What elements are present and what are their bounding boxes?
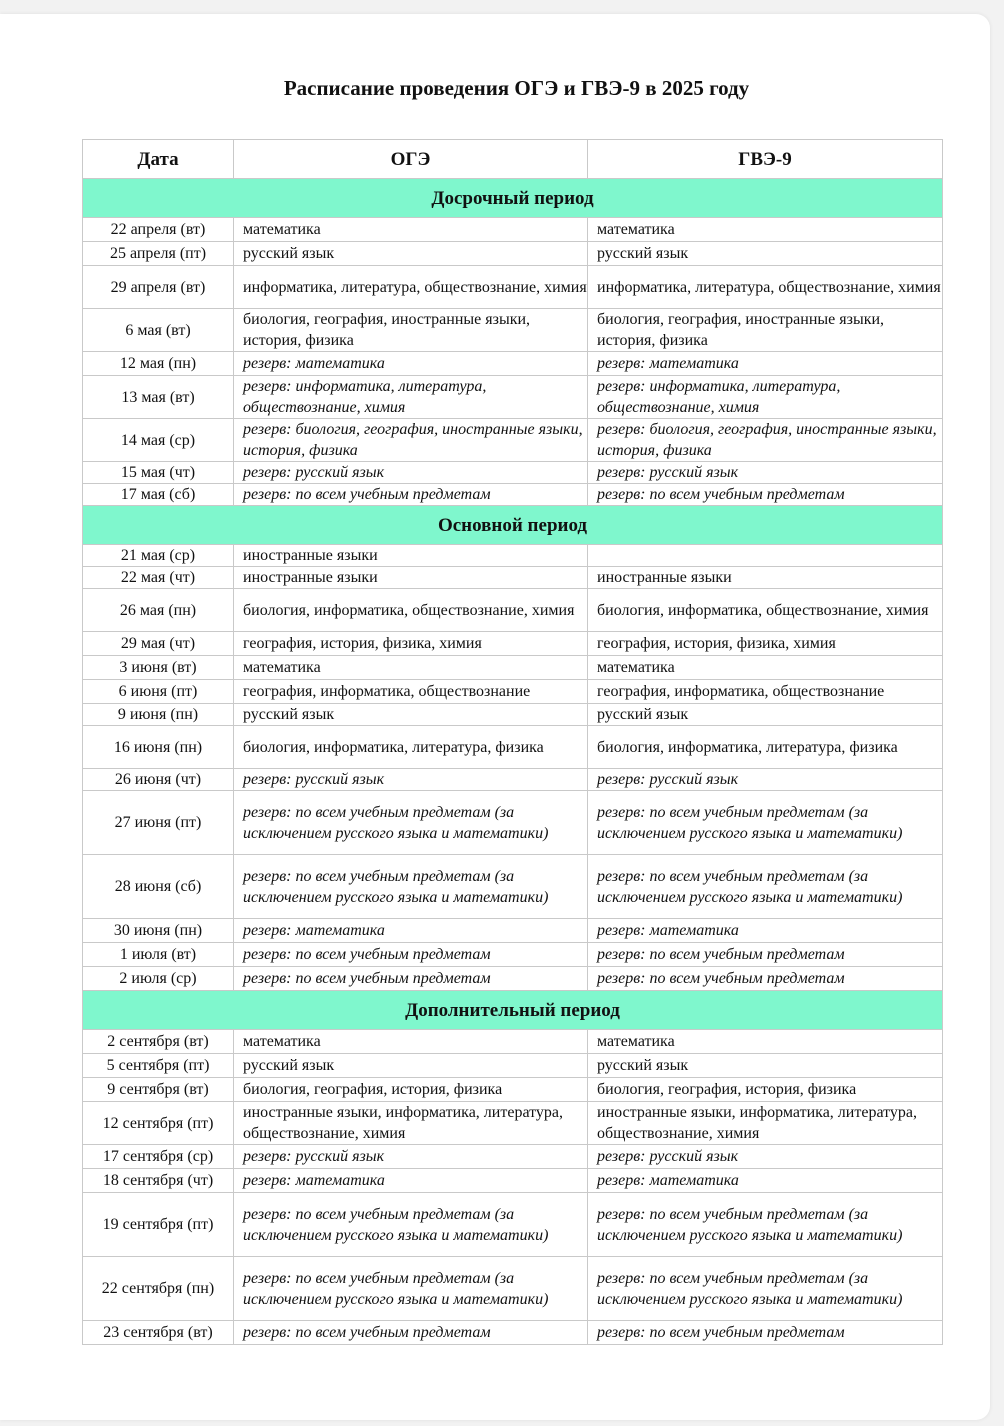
gve-cell: биология, география, иностранные языки, история, физика xyxy=(588,309,943,352)
table-row xyxy=(83,1193,943,1257)
date-cell: 29 мая (чт) xyxy=(83,632,234,656)
table-row xyxy=(83,943,943,967)
oge-cell: биология, информатика, обществознание, химия xyxy=(234,589,588,632)
oge-cell: биология, информатика, литература, физика xyxy=(234,726,588,769)
gve-cell: резерв: математика xyxy=(588,1169,943,1193)
table-row xyxy=(83,967,943,991)
oge-cell: резерв: по всем учебным предметам xyxy=(234,1321,588,1345)
oge-cell: резерв: биология, география, иностранные языки, история, физика xyxy=(234,419,588,462)
table-row xyxy=(83,632,943,656)
oge-cell: география, история, физика, химия xyxy=(234,632,588,656)
date-cell: 26 мая (пн) xyxy=(83,589,234,632)
page-title: Расписание проведения ОГЭ и ГВЭ-9 в 2025 году xyxy=(283,76,750,100)
date-cell: 6 июня (пт) xyxy=(83,680,234,704)
schedule-table xyxy=(82,139,943,1345)
table-row xyxy=(83,419,943,462)
gve-cell: резерв: по всем учебным предметам xyxy=(588,484,943,506)
date-cell: 9 июня (пн) xyxy=(83,704,234,726)
gve-cell: математика xyxy=(588,1030,943,1054)
table-row xyxy=(83,855,943,919)
oge-cell: резерв: по всем учебным предметам xyxy=(234,943,588,967)
date-cell: 6 мая (вт) xyxy=(83,309,234,352)
date-cell: 14 мая (ср) xyxy=(83,419,234,462)
gve-cell: резерв: по всем учебным предметам (за исключением русского языка и математики) xyxy=(588,1257,943,1321)
oge-cell: информатика, литература, обществознание, химия xyxy=(234,266,588,309)
oge-cell: биология, география, история, физика xyxy=(234,1078,588,1102)
oge-cell: резерв: математика xyxy=(234,1169,588,1193)
table-row xyxy=(83,376,943,419)
schedule-body xyxy=(83,179,943,1345)
date-cell: 18 сентября (чт) xyxy=(83,1169,234,1193)
gve-cell: русский язык xyxy=(588,1054,943,1078)
date-cell: 17 сентября (ср) xyxy=(83,1145,234,1169)
oge-cell: биология, география, иностранные языки, история, физика xyxy=(234,309,588,352)
oge-cell: русский язык xyxy=(234,704,588,726)
oge-cell: резерв: по всем учебным предметам (за исключением русского языка и математики) xyxy=(234,1257,588,1321)
oge-cell: русский язык xyxy=(234,1054,588,1078)
gve-cell: биология, информатика, литература, физика xyxy=(588,726,943,769)
gve-cell: резерв: биология, география, иностранные языки, история, физика xyxy=(588,419,943,462)
gve-cell: резерв: русский язык xyxy=(588,462,943,484)
date-cell: 5 сентября (пт) xyxy=(83,1054,234,1078)
table-row xyxy=(83,1054,943,1078)
date-cell: 12 сентября (пт) xyxy=(83,1102,234,1145)
gve-cell: резерв: русский язык xyxy=(588,1145,943,1169)
date-cell: 1 июля (вт) xyxy=(83,943,234,967)
oge-cell: иностранные языки xyxy=(234,567,588,589)
table-row xyxy=(83,1257,943,1321)
gve-cell: иностранные языки, информатика, литература, обществознание, химия xyxy=(588,1102,943,1145)
gve-cell: резерв: информатика, литература, обществознание, химия xyxy=(588,376,943,419)
oge-cell: иностранные языки xyxy=(234,545,588,567)
oge-cell: русский язык xyxy=(234,242,588,266)
table-row xyxy=(83,352,943,376)
gve-cell: математика xyxy=(588,218,943,242)
header-gve: ГВЭ-9 xyxy=(588,140,943,179)
date-cell: 21 мая (ср) xyxy=(83,545,234,567)
gve-cell: география, информатика, обществознание xyxy=(588,680,943,704)
date-cell: 2 сентября (вт) xyxy=(83,1030,234,1054)
table-row xyxy=(83,656,943,680)
table-row xyxy=(83,218,943,242)
table-row xyxy=(83,545,943,567)
period-title: Основной период xyxy=(83,506,943,545)
table-row xyxy=(83,1321,943,1345)
table-row xyxy=(83,266,943,309)
period-title: Досрочный период xyxy=(83,179,943,218)
period-header-row xyxy=(83,179,943,218)
gve-cell: резерв: по всем учебным предметам (за исключением русского языка и математики) xyxy=(588,791,943,855)
table-row xyxy=(83,726,943,769)
period-header-row xyxy=(83,506,943,545)
table-row xyxy=(83,769,943,791)
date-cell: 3 июня (вт) xyxy=(83,656,234,680)
gve-cell: резерв: по всем учебным предметам xyxy=(588,967,943,991)
gve-cell: резерв: математика xyxy=(588,352,943,376)
gve-cell: биология, география, история, физика xyxy=(588,1078,943,1102)
table-row xyxy=(83,309,943,352)
table-row xyxy=(83,1102,943,1145)
header-oge: ОГЭ xyxy=(234,140,588,179)
header-row xyxy=(83,140,943,179)
table-row xyxy=(83,919,943,943)
date-cell: 12 мая (пн) xyxy=(83,352,234,376)
oge-cell: математика xyxy=(234,1030,588,1054)
table-row xyxy=(83,1030,943,1054)
date-cell: 13 мая (вт) xyxy=(83,376,234,419)
date-cell: 25 апреля (пт) xyxy=(83,242,234,266)
oge-cell: резерв: по всем учебным предметам (за исключением русского языка и математики) xyxy=(234,855,588,919)
table-row xyxy=(83,704,943,726)
table-row xyxy=(83,589,943,632)
date-cell: 23 сентября (вт) xyxy=(83,1321,234,1345)
period-header-row xyxy=(83,991,943,1030)
oge-cell: резерв: по всем учебным предметам (за исключением русского языка и математики) xyxy=(234,791,588,855)
table-row xyxy=(83,462,943,484)
date-cell: 16 июня (пн) xyxy=(83,726,234,769)
gve-cell: география, история, физика, химия xyxy=(588,632,943,656)
gve-cell: информатика, литература, обществознание, химия xyxy=(588,266,943,309)
gve-cell: биология, информатика, обществознание, химия xyxy=(588,589,943,632)
gve-cell: резерв: по всем учебным предметам (за исключением русского языка и математики) xyxy=(588,1193,943,1257)
table-row xyxy=(83,1169,943,1193)
date-cell: 22 сентября (пн) xyxy=(83,1257,234,1321)
gve-cell: русский язык xyxy=(588,704,943,726)
date-cell: 2 июля (ср) xyxy=(83,967,234,991)
date-cell: 17 мая (сб) xyxy=(83,484,234,506)
gve-cell: резерв: математика xyxy=(588,919,943,943)
date-cell: 19 сентября (пт) xyxy=(83,1193,234,1257)
date-cell: 9 сентября (вт) xyxy=(83,1078,234,1102)
oge-cell: резерв: по всем учебным предметам xyxy=(234,484,588,506)
table-row xyxy=(83,791,943,855)
date-cell: 22 апреля (вт) xyxy=(83,218,234,242)
oge-cell: резерв: русский язык xyxy=(234,769,588,791)
gve-cell xyxy=(588,545,943,567)
oge-cell: география, информатика, обществознание xyxy=(234,680,588,704)
table-row xyxy=(83,484,943,506)
table-row xyxy=(83,1078,943,1102)
table-row xyxy=(83,242,943,266)
date-cell: 29 апреля (вт) xyxy=(83,266,234,309)
date-cell: 22 мая (чт) xyxy=(83,567,234,589)
oge-cell: иностранные языки, информатика, литература, обществознание, химия xyxy=(234,1102,588,1145)
table-row xyxy=(83,567,943,589)
oge-cell: резерв: математика xyxy=(234,352,588,376)
gve-cell: русский язык xyxy=(588,242,943,266)
date-cell: 15 мая (чт) xyxy=(83,462,234,484)
oge-cell: резерв: математика xyxy=(234,919,588,943)
oge-cell: резерв: информатика, литература, обществознание, химия xyxy=(234,376,588,419)
oge-cell: резерв: русский язык xyxy=(234,1145,588,1169)
oge-cell: резерв: русский язык xyxy=(234,462,588,484)
oge-cell: математика xyxy=(234,656,588,680)
gve-cell: резерв: по всем учебным предметам (за исключением русского языка и математики) xyxy=(588,855,943,919)
date-cell: 26 июня (чт) xyxy=(83,769,234,791)
oge-cell: резерв: по всем учебным предметам xyxy=(234,967,588,991)
date-cell: 27 июня (пт) xyxy=(83,791,234,855)
date-cell: 30 июня (пн) xyxy=(83,919,234,943)
gve-cell: иностранные языки xyxy=(588,567,943,589)
gve-cell: резерв: русский язык xyxy=(588,769,943,791)
gve-cell: резерв: по всем учебным предметам xyxy=(588,943,943,967)
period-title: Дополнительный период xyxy=(83,991,943,1030)
gve-cell: математика xyxy=(588,656,943,680)
gve-cell: резерв: по всем учебным предметам xyxy=(588,1321,943,1345)
date-cell: 28 июня (сб) xyxy=(83,855,234,919)
table-row xyxy=(83,1145,943,1169)
header-date: Дата xyxy=(83,140,234,179)
oge-cell: резерв: по всем учебным предметам (за исключением русского языка и математики) xyxy=(234,1193,588,1257)
table-row xyxy=(83,680,943,704)
oge-cell: математика xyxy=(234,218,588,242)
